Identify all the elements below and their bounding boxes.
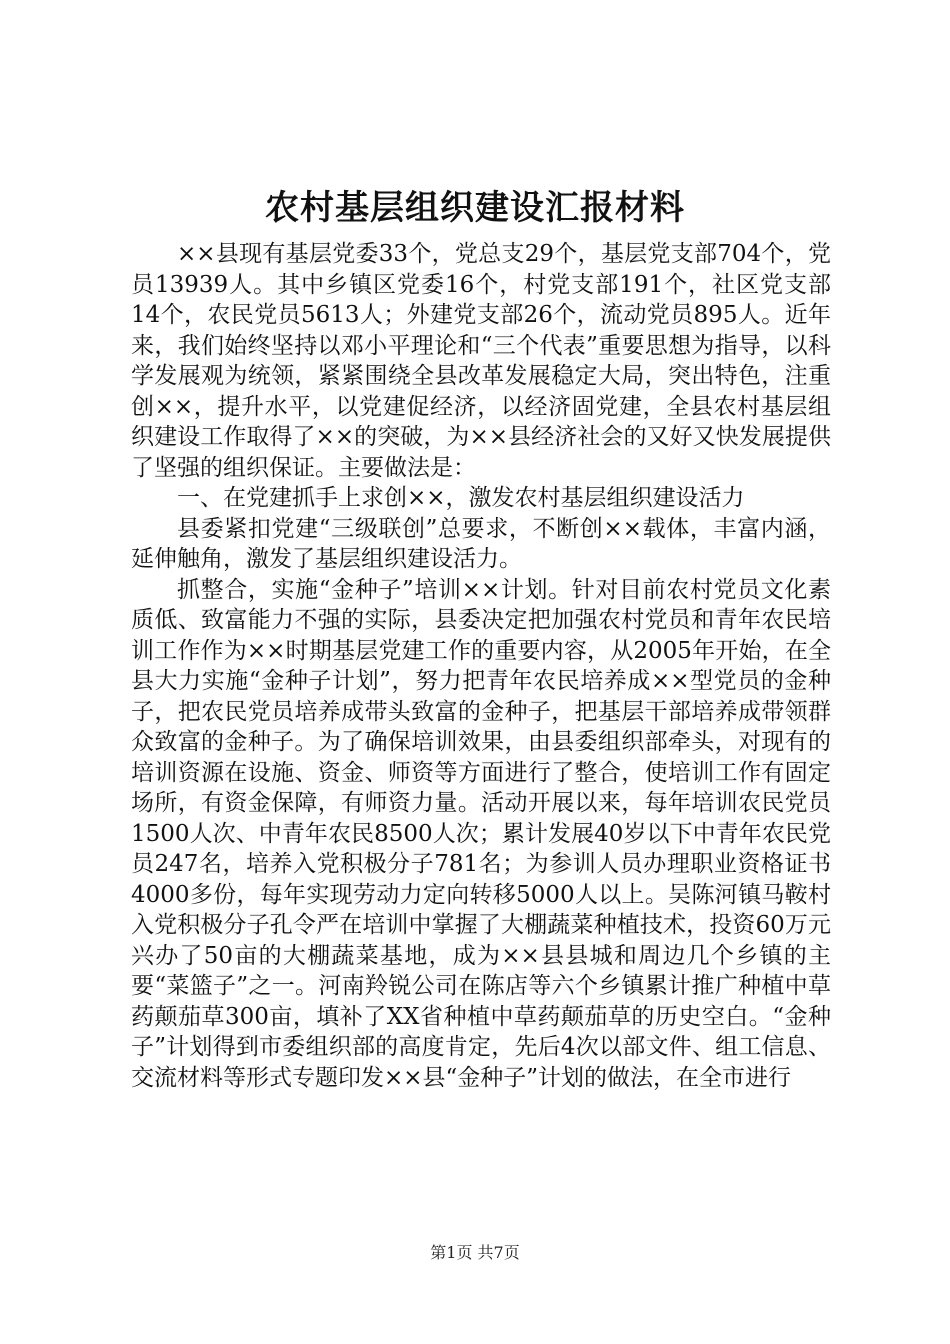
document-title: 农村基层组织建设汇报材料 (265, 188, 685, 228)
paragraph-intro: ××县现有基层党委33个，党总支29个，基层党支部704个，党员13939人。其中乡镇区党委16个，村党支部191个，社区党支部14个，农民党员5613人；外建党支部26个，流动党员895人。近年来，我们始终坚持以邓小平理论和“三个代表”重要思想为指导，以科学发展观为统领，紧紧围绕全县改革发展稳定大局，突出特色，注重创××，提升水平，以党建促经济，以经济固党建，全县农村基层组织建设工作取得了××的突破，为××县经济社会的又好又快发展提供了坚强的组织保证。主要做法是： (131, 241, 831, 481)
document-body (131, 239, 831, 1093)
paragraph-section-1-summary: 县委紧扣党建“三级联创”总要求，不断创××载体，丰富内涵，延伸触角，激发了基层组织建设活力。 (131, 515, 831, 572)
page-number-footer: 第1页 共7页 (430, 1243, 520, 1262)
section-heading-1: 一、在党建抓手上求创××，激发农村基层组织建设活力 (177, 485, 745, 511)
paragraph-golden-seed-plan: 抓整合，实施“金种子”培训××计划。针对目前农村党员文化素质低、致富能力不强的实际，县委决定把加强农村党员和青年农民培训工作作为××时期基层党建工作的重要内容，从2005年开始，在全县大力实施“金种子计划”，努力把青年农民培养成××型党员的金种子，把农民党员培养成带头致富的金种子，把基层干部培养成带领群众致富的金种子。为了确保培训效果，由县委组织部牵头，对现有的培训资源在设施、资金、师资等方面进行了整合，使培训工作有固定场所，有资金保障，有师资力量。活动开展以来，每年培训农民党员1500人次、中青年农民8500人次；累计发展40岁以下中青年农民党员247名，培养入党积极分子781名；为参训人员办理职业资格证书4000多份，每年实现劳动力定向转移5000人以上。吴陈河镇马鞍村入党积极分子孔令严在培训中掌握了大棚蔬菜种植技术，投资60万元兴办了50亩的大棚蔬菜基地，成为××县县城和周边几个乡镇的主要“菜篮子”之一。河南羚锐公司在陈店等六个乡镇累计推广种植中草药颠茄草300亩，填补了XX省种植中草药颠茄草的历史空白。“金种子”计划得到市委组织部的高度肯定，先后4次以部文件、组工信息、交流材料等形式专题印发××县“金种子”计划的做法，在全市进行 (131, 576, 831, 1091)
